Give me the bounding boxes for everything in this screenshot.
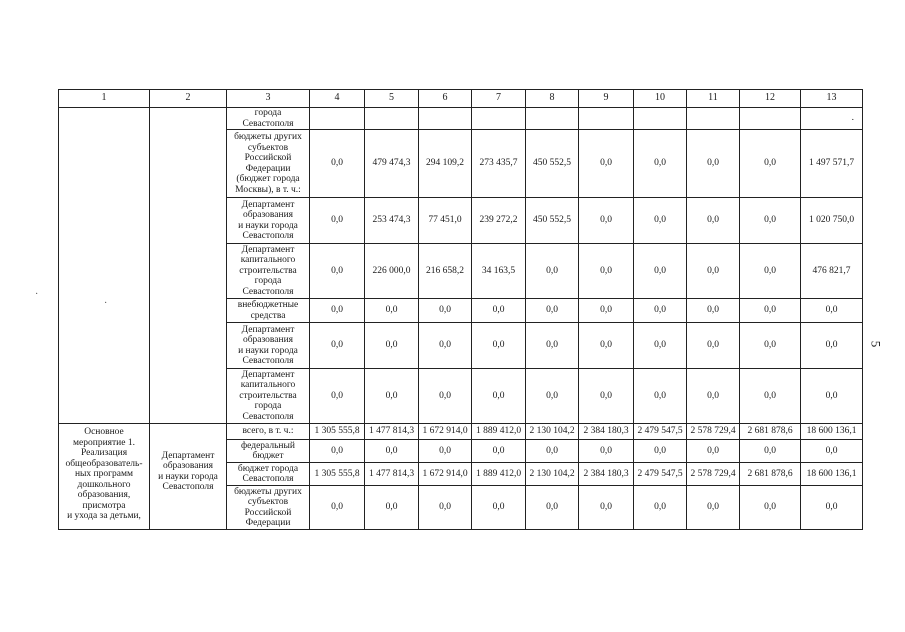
value-cell: 1 889 412,0 bbox=[472, 424, 526, 440]
value-cell: 0,0 bbox=[687, 244, 740, 299]
value-cell: 0,0 bbox=[365, 299, 419, 323]
value-cell: 0,0 bbox=[801, 323, 863, 369]
value-cell: 1 672 914,0 bbox=[419, 424, 472, 440]
value-cell: 0,0 bbox=[687, 369, 740, 424]
value-cell: 0,0 bbox=[419, 299, 472, 323]
value-cell: 2 578 729,4 bbox=[687, 463, 740, 486]
value-cell: 0,0 bbox=[634, 299, 687, 323]
value-cell: 0,0 bbox=[579, 486, 634, 530]
value-cell: 1 305 555,8 bbox=[310, 424, 365, 440]
value-cell: 0,0 bbox=[687, 198, 740, 244]
source-label: Департамент образования и науки города Севастополя bbox=[227, 323, 310, 369]
value-cell: 294 109,2 bbox=[419, 130, 472, 198]
value-cell: 0,0 bbox=[526, 244, 579, 299]
value-cell: 1 672 914,0 bbox=[419, 463, 472, 486]
header-cell: 11 bbox=[687, 90, 740, 108]
value-cell: 479 474,3 bbox=[365, 130, 419, 198]
value-cell: 0,0 bbox=[801, 486, 863, 530]
source-label: бюджеты других субъектов Российской Федерации (бюджет города Москвы), в т. ч.: bbox=[227, 130, 310, 198]
source-label: Департамент капитального строительства города Севастополя bbox=[227, 244, 310, 299]
value-cell: 0,0 bbox=[634, 440, 687, 463]
value-cell: 2 681 878,6 bbox=[740, 463, 801, 486]
budget-table bbox=[58, 89, 863, 530]
value-cell: 18 600 136,1 bbox=[801, 424, 863, 440]
value-cell: 0,0 bbox=[801, 299, 863, 323]
source-label: города Севастополя bbox=[227, 108, 310, 130]
value-cell: 1 305 555,8 bbox=[310, 463, 365, 486]
executor-name: Департамент образования и науки города Севастополя bbox=[150, 424, 227, 530]
scan-speck: · bbox=[104, 298, 108, 309]
header-cell: 6 bbox=[419, 90, 472, 108]
value-cell: 253 474,3 bbox=[365, 198, 419, 244]
source-label: бюджет города Севастополя bbox=[227, 463, 310, 486]
value-cell: 0,0 bbox=[419, 486, 472, 530]
value-cell: 0,0 bbox=[365, 486, 419, 530]
value-cell: 0,0 bbox=[634, 369, 687, 424]
value-cell: 0,0 bbox=[526, 440, 579, 463]
header-cell: 9 bbox=[579, 90, 634, 108]
value-cell: 34 163,5 bbox=[472, 244, 526, 299]
value-cell: 0,0 bbox=[687, 440, 740, 463]
value-cell: 2 479 547,5 bbox=[634, 424, 687, 440]
value-cell: 0,0 bbox=[472, 323, 526, 369]
header-cell: 1 bbox=[59, 90, 150, 108]
value-cell: 0,0 bbox=[801, 440, 863, 463]
value-cell: 0,0 bbox=[634, 323, 687, 369]
page-number: 5 bbox=[868, 340, 884, 348]
source-label: Департамент капитального строительства города Севастополя bbox=[227, 369, 310, 424]
value-cell: 0,0 bbox=[472, 486, 526, 530]
activity-name: Основное мероприятие 1. Реализация общеобразователь- ных программ дошкольного образования, присмотра и ухода за детьми, bbox=[59, 424, 150, 530]
value-cell: 0,0 bbox=[419, 369, 472, 424]
value-cell: 2 681 878,6 bbox=[740, 424, 801, 440]
value-cell: 0,0 bbox=[579, 130, 634, 198]
value-cell: 2 130 104,2 bbox=[526, 424, 579, 440]
value-cell: 0,0 bbox=[740, 323, 801, 369]
value-cell: 0,0 bbox=[740, 198, 801, 244]
value-cell: 0,0 bbox=[579, 369, 634, 424]
executor-cell-empty bbox=[150, 108, 227, 424]
value-cell: 239 272,2 bbox=[472, 198, 526, 244]
table-row bbox=[59, 424, 863, 440]
value-cell: 0,0 bbox=[740, 244, 801, 299]
value-cell: 0,0 bbox=[472, 299, 526, 323]
value-cell: 0,0 bbox=[579, 299, 634, 323]
header-cell: 13 bbox=[801, 90, 863, 108]
value-cell: 0,0 bbox=[365, 440, 419, 463]
value-cell: 0,0 bbox=[740, 369, 801, 424]
value-cell: 0,0 bbox=[310, 198, 365, 244]
value-cell: 1 889 412,0 bbox=[472, 463, 526, 486]
source-label: всего, в т. ч.: bbox=[227, 424, 310, 440]
source-label: внебюджетные средства bbox=[227, 299, 310, 323]
value-cell: 0,0 bbox=[634, 130, 687, 198]
scan-speck: · bbox=[35, 289, 39, 300]
value-cell: 450 552,5 bbox=[526, 130, 579, 198]
value-cell: 0,0 bbox=[310, 369, 365, 424]
value-cell: 0,0 bbox=[419, 440, 472, 463]
value-cell: 2 578 729,4 bbox=[687, 424, 740, 440]
value-cell: 216 658,2 bbox=[419, 244, 472, 299]
table-row bbox=[59, 108, 863, 130]
value-cell: 0,0 bbox=[526, 323, 579, 369]
source-label: бюджеты других субъектов Российской Федерации bbox=[227, 486, 310, 530]
value-cell: 0,0 bbox=[634, 198, 687, 244]
value-cell: 0,0 bbox=[526, 486, 579, 530]
value-cell: 0,0 bbox=[740, 130, 801, 198]
activity-cell-empty bbox=[59, 108, 150, 424]
value-cell: 0,0 bbox=[687, 323, 740, 369]
value-cell: 0,0 bbox=[740, 299, 801, 323]
source-label: Департамент образования и науки города Севастополя bbox=[227, 198, 310, 244]
value-cell: 476 821,7 bbox=[801, 244, 863, 299]
header-row bbox=[59, 90, 863, 108]
value-cell: 0,0 bbox=[687, 486, 740, 530]
value-cell: 0,0 bbox=[310, 130, 365, 198]
value-cell: 0,0 bbox=[472, 369, 526, 424]
value-cell: 0,0 bbox=[579, 244, 634, 299]
value-cell: 0,0 bbox=[801, 369, 863, 424]
value-cell: 0,0 bbox=[740, 486, 801, 530]
value-cell: 2 479 547,5 bbox=[634, 463, 687, 486]
header-cell: 7 bbox=[472, 90, 526, 108]
value-cell: 0,0 bbox=[526, 369, 579, 424]
value-cell: 273 435,7 bbox=[472, 130, 526, 198]
value-cell: 0,0 bbox=[579, 323, 634, 369]
value-cell: 0,0 bbox=[310, 440, 365, 463]
stray-mark: . bbox=[801, 108, 863, 130]
value-cell: 2 384 180,3 bbox=[579, 463, 634, 486]
header-cell: 12 bbox=[740, 90, 801, 108]
value-cell: 0,0 bbox=[687, 130, 740, 198]
header-cell: 8 bbox=[526, 90, 579, 108]
value-cell: 0,0 bbox=[310, 244, 365, 299]
value-cell: 226 000,0 bbox=[365, 244, 419, 299]
value-cell: 1 477 814,3 bbox=[365, 463, 419, 486]
value-cell: 1 477 814,3 bbox=[365, 424, 419, 440]
header-cell: 2 bbox=[150, 90, 227, 108]
value-cell: 0,0 bbox=[419, 323, 472, 369]
value-cell: 0,0 bbox=[740, 440, 801, 463]
value-cell: 0,0 bbox=[310, 299, 365, 323]
value-cell: 77 451,0 bbox=[419, 198, 472, 244]
value-cell: 450 552,5 bbox=[526, 198, 579, 244]
value-cell: 18 600 136,1 bbox=[801, 463, 863, 486]
value-cell: 0,0 bbox=[365, 323, 419, 369]
value-cell: 0,0 bbox=[579, 198, 634, 244]
value-cell: 2 130 104,2 bbox=[526, 463, 579, 486]
header-cell: 3 bbox=[227, 90, 310, 108]
value-cell: 0,0 bbox=[579, 440, 634, 463]
value-cell: 0,0 bbox=[365, 369, 419, 424]
value-cell: 1 020 750,0 bbox=[801, 198, 863, 244]
value-cell: 0,0 bbox=[687, 299, 740, 323]
value-cell: 2 384 180,3 bbox=[579, 424, 634, 440]
value-cell: 1 497 571,7 bbox=[801, 130, 863, 198]
source-label: федеральный бюджет bbox=[227, 440, 310, 463]
value-cell: 0,0 bbox=[634, 486, 687, 530]
header-cell: 4 bbox=[310, 90, 365, 108]
value-cell: 0,0 bbox=[634, 244, 687, 299]
value-cell: 0,0 bbox=[310, 323, 365, 369]
header-cell: 10 bbox=[634, 90, 687, 108]
value-cell: 0,0 bbox=[526, 299, 579, 323]
value-cell: 0,0 bbox=[310, 486, 365, 530]
header-cell: 5 bbox=[365, 90, 419, 108]
value-cell: 0,0 bbox=[472, 440, 526, 463]
